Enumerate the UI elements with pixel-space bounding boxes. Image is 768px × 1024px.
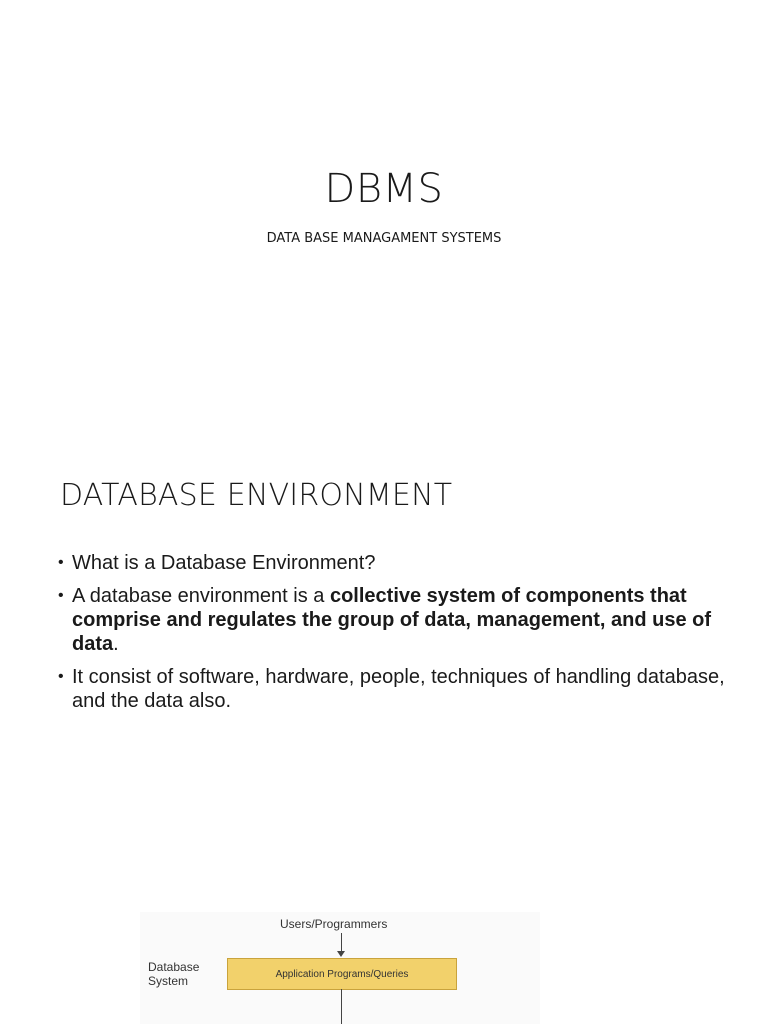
label-line: System — [148, 974, 189, 988]
title-slide — [0, 0, 768, 430]
bullet-bold-text: collective system of components that comprise and regulates the group of data, management, and use of data — [72, 585, 712, 655]
bullet-text: It consist of software, hardware, people, techniques of handling database, and the data also. — [72, 666, 725, 712]
content-slide — [0, 430, 768, 870]
users-label: Users/Programmers — [280, 917, 388, 931]
bullet-list — [58, 551, 728, 722]
application-programs-box — [227, 958, 457, 990]
bullet-punct: . — [113, 633, 119, 655]
bullet-text: A database environment is a — [72, 585, 330, 607]
arrow-down-icon — [337, 951, 345, 957]
arrow-line — [341, 989, 342, 1024]
bullet-item — [58, 584, 728, 656]
database-system-label — [148, 960, 199, 988]
slide-title: DBMS — [324, 166, 444, 212]
slide-heading: DATABASE ENVIRONMENT — [60, 478, 453, 513]
bullet-text: What is a Database Environment? — [72, 552, 376, 574]
box-label: Application Programs/Queries — [275, 968, 409, 980]
database-diagram — [140, 912, 540, 1024]
bullet-item — [58, 665, 728, 713]
slide-subtitle: DATA BASE MANAGAMENT SYSTEMS — [266, 231, 502, 246]
label-line: Database — [148, 960, 200, 974]
bullet-item — [58, 551, 728, 575]
arrow-line — [341, 933, 342, 951]
